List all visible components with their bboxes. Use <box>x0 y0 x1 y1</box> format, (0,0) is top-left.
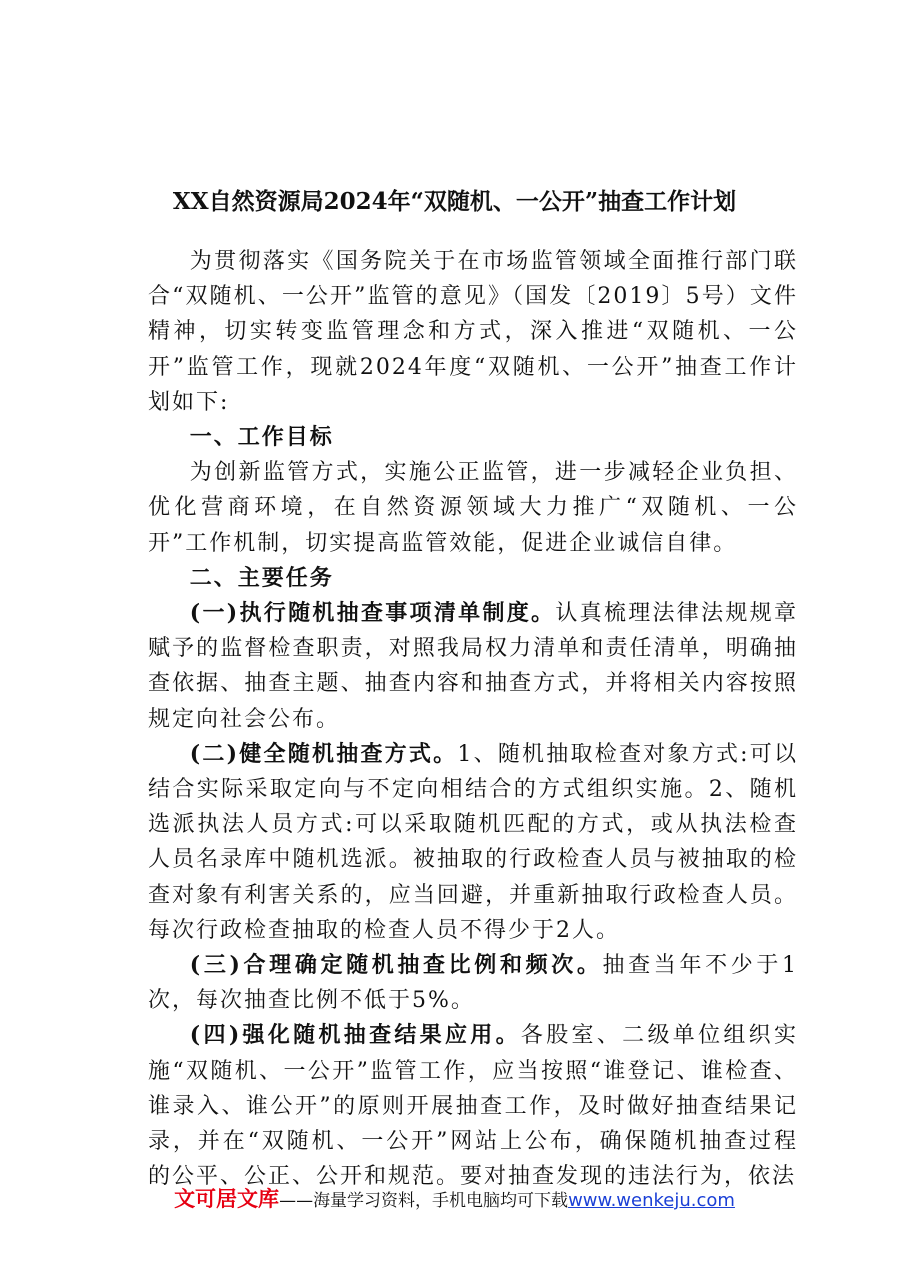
task-paragraph-1 <box>148 596 798 737</box>
document-body <box>148 244 798 1194</box>
task-text-1: 认真梳理法律法规规章赋予的监督检查职责，对照我局权力清单和责任清单，明确抽查依据、抽查主题、抽查内容和抽查方式，并将相关内容按照规定向社会公布。 <box>148 601 798 732</box>
document-title: XX自然资源局2024年“双随机、一公开”抽查工作计划 <box>172 188 737 215</box>
footer-tagline: ——海量学习资料，手机电脑均可下载 <box>279 1191 569 1211</box>
task-title-2: (二)健全随机抽查方式。 <box>189 740 458 767</box>
task-title-3: (三)合理确定随机抽查比例和频次。 <box>189 952 603 979</box>
task-title-4: (四)强化随机抽查结果应用。 <box>189 1022 521 1049</box>
footer-link[interactable]: www.wenkeju.com <box>568 1190 735 1211</box>
task-text-2: 1、随机抽取检查对象方式:可以结合实际采取定向与不定向相结合的方式组织实施。2、随机选派执法人员方式:可以采取随机匹配的方式，或从执法检查人员名录库中随机选派。被抽取的行政检查人员与被抽取的检查对象有利害关系的，应当回避，并重新抽取行政检查人员。每次行政检查抽取的检查人员不得少于2人。 <box>148 741 798 943</box>
footer-brand: 文可居文库 <box>174 1187 280 1211</box>
footer-watermark <box>0 1183 909 1213</box>
task-text-3: 抽查当年不少于1次，每次抽查比例不低于5%。 <box>148 953 798 1014</box>
task-text-4: 各股室、二级单位组织实施“双随机、一公开”监管工作，应当按照“谁登记、谁检查、谁录入、谁公开”的原则开展抽查工作，及时做好抽查结果记录，并在“双随机、一公开”网站上公布，确保随机抽查过程的公平、公正、公开和规范。要对抽查发现的违法行为，依法 <box>148 1023 798 1190</box>
task-paragraph-4 <box>148 1018 798 1194</box>
task-title-1: (一)执行随机抽查事项清单制度。 <box>189 600 556 627</box>
section-heading-goals: 一、工作目标 <box>189 425 334 451</box>
task-paragraph-3 <box>148 948 798 1018</box>
task-paragraph-2 <box>148 737 798 948</box>
section-heading-tasks: 二、主要任务 <box>189 565 334 591</box>
goals-paragraph: 为创新监管方式，实施公正监管，进一步减轻企业负担、优化营商环境，在自然资源领域大力推广“双随机、一公开”工作机制，切实提高监管效能，促进企业诚信自律。 <box>148 460 798 556</box>
intro-paragraph: 为贯彻落实《国务院关于在市场监管领域全面推行部门联合“双随机、一公开”监管的意见》（国发〔2019〕5号）文件精神，切实转变监管理念和方式，深入推进“双随机、一公开”监管工作，现就2024年度“双随机、一公开”抽查工作计划如下: <box>148 249 798 415</box>
